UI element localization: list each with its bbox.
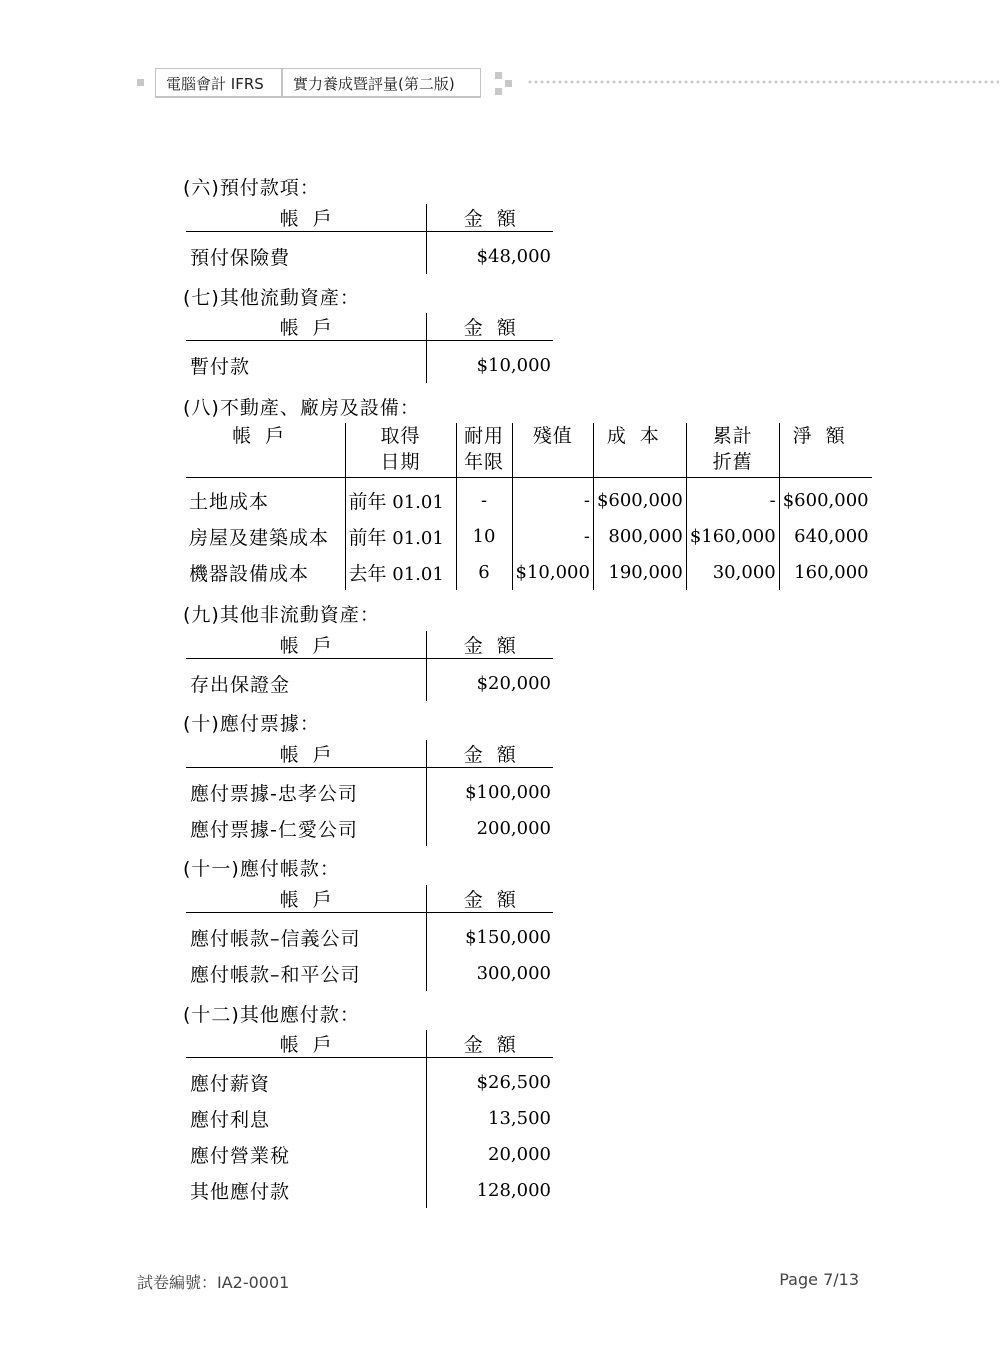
table-row	[186, 1058, 553, 1101]
accounts-payable-table	[186, 885, 553, 991]
col-header-account: 帳戶	[186, 885, 426, 913]
col-header-amount: 金額	[426, 740, 553, 768]
table-row	[186, 810, 553, 846]
account-cell: 土地成本	[186, 478, 345, 519]
footer-exam-number: 試卷編號：IA2-0001	[137, 1273, 290, 1292]
table-row	[186, 554, 872, 590]
account-cell: 應付帳款–和平公司	[186, 955, 426, 991]
residual-cell: -	[512, 518, 593, 554]
section-title-prepaid: (六)預付款項：	[183, 177, 320, 199]
col-header-amount: 金額	[426, 313, 553, 341]
amount-cell: $150,000	[465, 926, 551, 948]
amount-cell: $100,000	[465, 781, 551, 803]
accumulated-cell: $160,000	[686, 518, 779, 554]
account-cell: 應付票據-忠孝公司	[186, 768, 426, 811]
col-header-account: 帳戶	[186, 740, 426, 768]
col-header-amount: 金額	[426, 1030, 553, 1058]
table-row	[186, 518, 872, 554]
amount-cell: $10,000	[476, 354, 551, 376]
other-current-assets-table	[186, 313, 553, 383]
header-decor-square	[137, 79, 144, 86]
amount-cell: $26,500	[476, 1071, 551, 1093]
col-header-useful-life: 耐用 年限	[456, 423, 512, 478]
account-cell: 其他應付款	[186, 1172, 426, 1208]
header-dotted-rule	[527, 80, 999, 84]
table-row	[186, 659, 553, 702]
ppe-table	[186, 423, 872, 590]
account-cell: 應付帳款–信義公司	[186, 913, 426, 956]
table-row	[186, 1136, 553, 1172]
table-row	[186, 768, 553, 811]
section-title-other-noncurrent-assets: (九)其他非流動資產：	[183, 604, 380, 626]
col-header-account: 帳戶	[186, 631, 426, 659]
cost-cell: $600,000	[593, 478, 686, 519]
account-cell: 應付利息	[186, 1100, 426, 1136]
col-header-accumulated-depreciation: 累計 折舊	[686, 423, 779, 478]
col-header-amount: 金額	[426, 204, 553, 232]
table-row	[186, 478, 872, 519]
header-decor-square	[495, 88, 502, 95]
table-row	[186, 913, 553, 956]
other-payables-table	[186, 1030, 553, 1208]
amount-cell: 200,000	[476, 817, 551, 839]
date-cell: 前年 01.01	[345, 518, 456, 554]
cost-cell: 800,000	[593, 518, 686, 554]
col-header-account: 帳戶	[186, 204, 426, 232]
life-cell: -	[456, 478, 512, 519]
account-cell: 暫付款	[186, 341, 426, 384]
col-header-acquisition-date: 取得 日期	[345, 423, 456, 478]
col-header-account: 帳戶	[186, 423, 345, 478]
net-cell: 640,000	[794, 525, 869, 547]
col-header-residual: 殘值	[512, 423, 593, 478]
col-header-cost: 成本	[593, 423, 686, 478]
residual-cell: -	[512, 478, 593, 519]
date-cell: 前年 01.01	[345, 478, 456, 519]
header-subtitle: 實力養成暨評量(第二版)	[282, 68, 481, 98]
accumulated-cell: -	[686, 478, 779, 519]
table-row	[186, 232, 553, 275]
header-decor-square	[495, 72, 502, 79]
footer-page-number: Page 7/13	[779, 1270, 859, 1289]
life-cell: 10	[456, 518, 512, 554]
col-header-amount: 金額	[426, 885, 553, 913]
other-noncurrent-assets-table	[186, 631, 553, 701]
account-cell: 房屋及建築成本	[186, 518, 345, 554]
amount-cell: $48,000	[476, 245, 551, 267]
col-header-amount: 金額	[426, 631, 553, 659]
account-cell: 存出保證金	[186, 659, 426, 702]
section-title-accounts-payable: (十一)應付帳款：	[183, 858, 340, 880]
net-cell: 160,000	[794, 561, 869, 583]
amount-cell: 128,000	[476, 1179, 551, 1201]
table-row	[186, 1100, 553, 1136]
notes-payable-table	[186, 740, 553, 846]
col-header-account: 帳戶	[186, 1030, 426, 1058]
amount-cell: 13,500	[488, 1107, 551, 1129]
cost-cell: 190,000	[593, 554, 686, 590]
account-cell: 預付保險費	[186, 232, 426, 275]
amount-cell: 20,000	[488, 1143, 551, 1165]
col-header-net: 淨額	[779, 423, 871, 478]
table-row	[186, 1172, 553, 1208]
col-header-account: 帳戶	[186, 313, 426, 341]
amount-cell: 300,000	[476, 962, 551, 984]
residual-cell: $10,000	[512, 554, 593, 590]
section-title-other-current-assets: (七)其他流動資產：	[183, 287, 360, 309]
life-cell: 6	[456, 554, 512, 590]
date-cell: 去年 01.01	[345, 554, 456, 590]
account-cell: 應付票據-仁愛公司	[186, 810, 426, 846]
table-row	[186, 341, 553, 384]
section-title-other-payables: (十二)其他應付款：	[183, 1004, 360, 1026]
header-book-title: 電腦會計 IFRS	[155, 68, 282, 98]
account-cell: 機器設備成本	[186, 554, 345, 590]
account-cell: 應付薪資	[186, 1058, 426, 1101]
header-decor-square	[505, 80, 512, 87]
amount-cell: $20,000	[476, 672, 551, 694]
prepaid-table	[186, 204, 553, 274]
net-cell: $600,000	[782, 489, 869, 511]
account-cell: 應付營業稅	[186, 1136, 426, 1172]
section-title-notes-payable: (十)應付票據：	[183, 713, 320, 735]
table-row	[186, 955, 553, 991]
section-title-ppe: (八)不動產、廠房及設備：	[183, 397, 420, 419]
accumulated-cell: 30,000	[686, 554, 779, 590]
